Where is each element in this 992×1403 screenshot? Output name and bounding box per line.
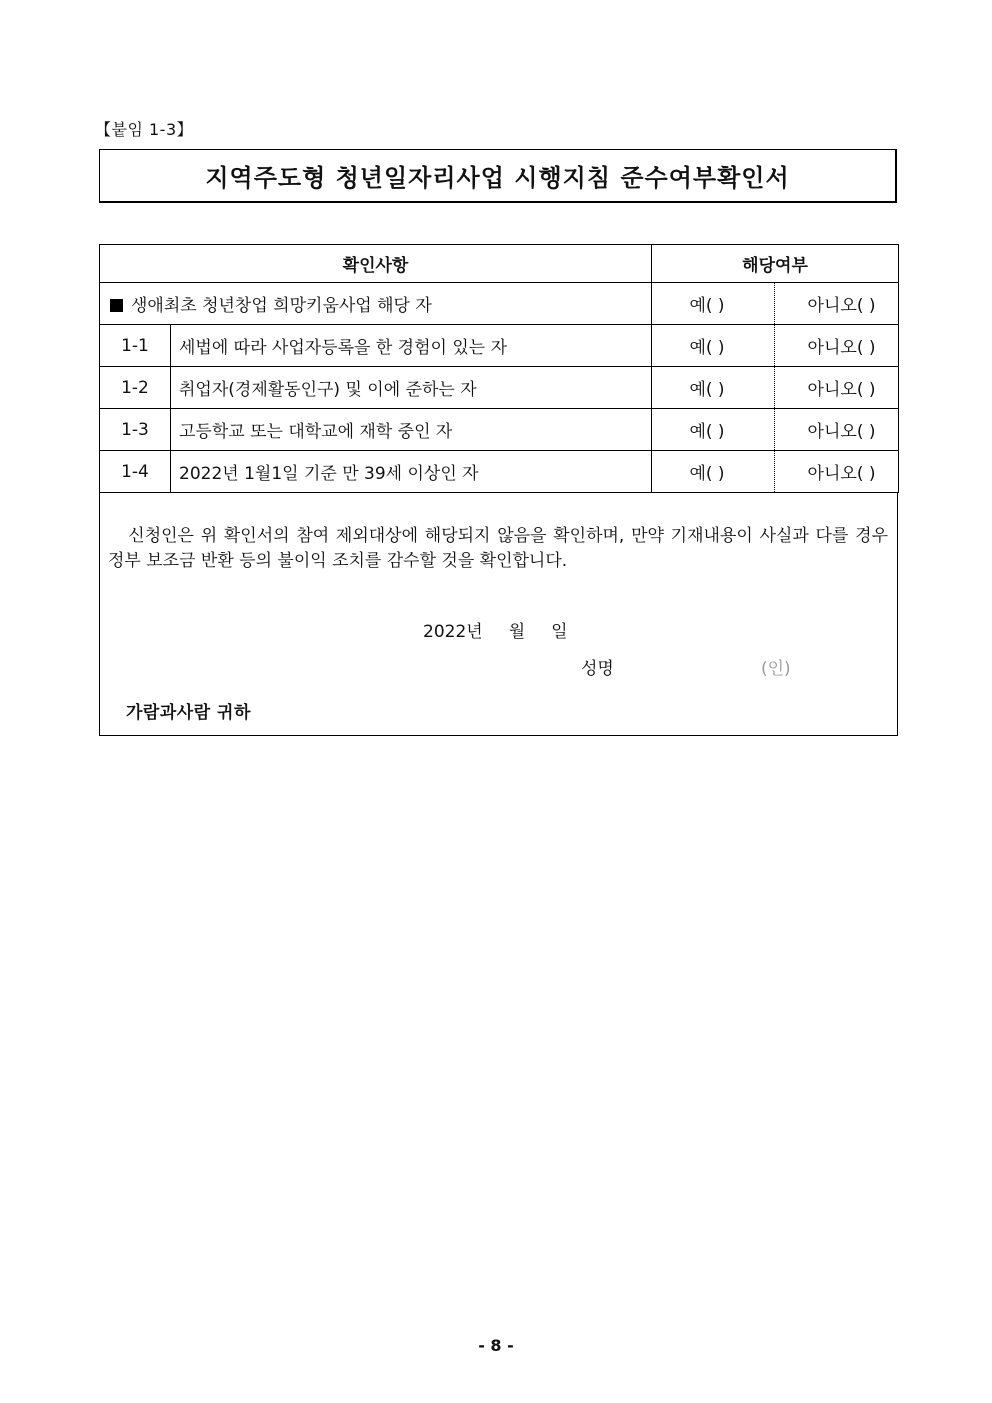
bullet-square-icon [110,299,123,312]
section-row [100,283,899,325]
section-title: 생애최초 청년창업 희망키움사업 해당 자 [131,296,432,316]
document-title: 지역주도형 청년일자리사업 시행지침 준수여부확인서 [205,164,790,192]
table-row [100,367,899,409]
attachment-label: 【붙임 1-3】 [95,120,194,139]
row-number: 1-1 [100,325,171,367]
document-title-box [99,149,897,203]
row-no-option[interactable]: 아니오( ) [775,409,899,451]
row-no-option[interactable]: 아니오( ) [775,451,899,493]
header-status: 해당여부 [652,245,899,283]
row-yes-option[interactable]: 예( ) [652,451,775,493]
row-yes-option[interactable]: 예( ) [652,409,775,451]
table-header-row [100,245,899,283]
row-text: 2022년 1월1일 기준 만 39세 이상인 자 [171,451,652,493]
section-cell [100,283,652,325]
row-text: 취업자(경제활동인구) 및 이에 준하는 자 [171,367,652,409]
declaration-box [99,492,898,736]
confirmation-table [99,244,899,493]
date-day: 일 [551,622,568,642]
row-no-option[interactable]: 아니오( ) [775,367,899,409]
section-yes-option[interactable]: 예( ) [652,283,775,325]
date-month: 월 [508,622,526,642]
section-no-option[interactable]: 아니오( ) [775,283,899,325]
table-row [100,409,899,451]
date-year: 2022년 [423,622,483,642]
row-number: 1-2 [100,367,171,409]
header-item: 확인사항 [100,245,652,283]
row-no-option[interactable]: 아니오( ) [775,325,899,367]
seal-mark: (인) [761,659,791,679]
row-yes-option[interactable]: 예( ) [652,367,775,409]
row-text: 고등학교 또는 대학교에 재학 중인 자 [171,409,652,451]
signature-label: 성명 [581,659,614,679]
date-line [423,617,568,642]
row-number: 1-3 [100,409,171,451]
addressee: 가람과사람 귀하 [126,703,251,723]
table-row [100,451,899,493]
table-row [100,325,899,367]
row-text: 세법에 따라 사업자등록을 한 경험이 있는 자 [171,325,652,367]
declaration-text: 신청인은 위 확인서의 참여 제외대상에 해당되지 않음을 확인하며, 만약 기재내용이 사실과 다를 경우 정부 보조금 반환 등의 불이익 조치를 감수할 것을 확인합니다. [108,526,894,571]
row-yes-option[interactable]: 예( ) [652,325,775,367]
row-number: 1-4 [100,451,171,493]
page-number: - 8 - [478,1336,514,1355]
